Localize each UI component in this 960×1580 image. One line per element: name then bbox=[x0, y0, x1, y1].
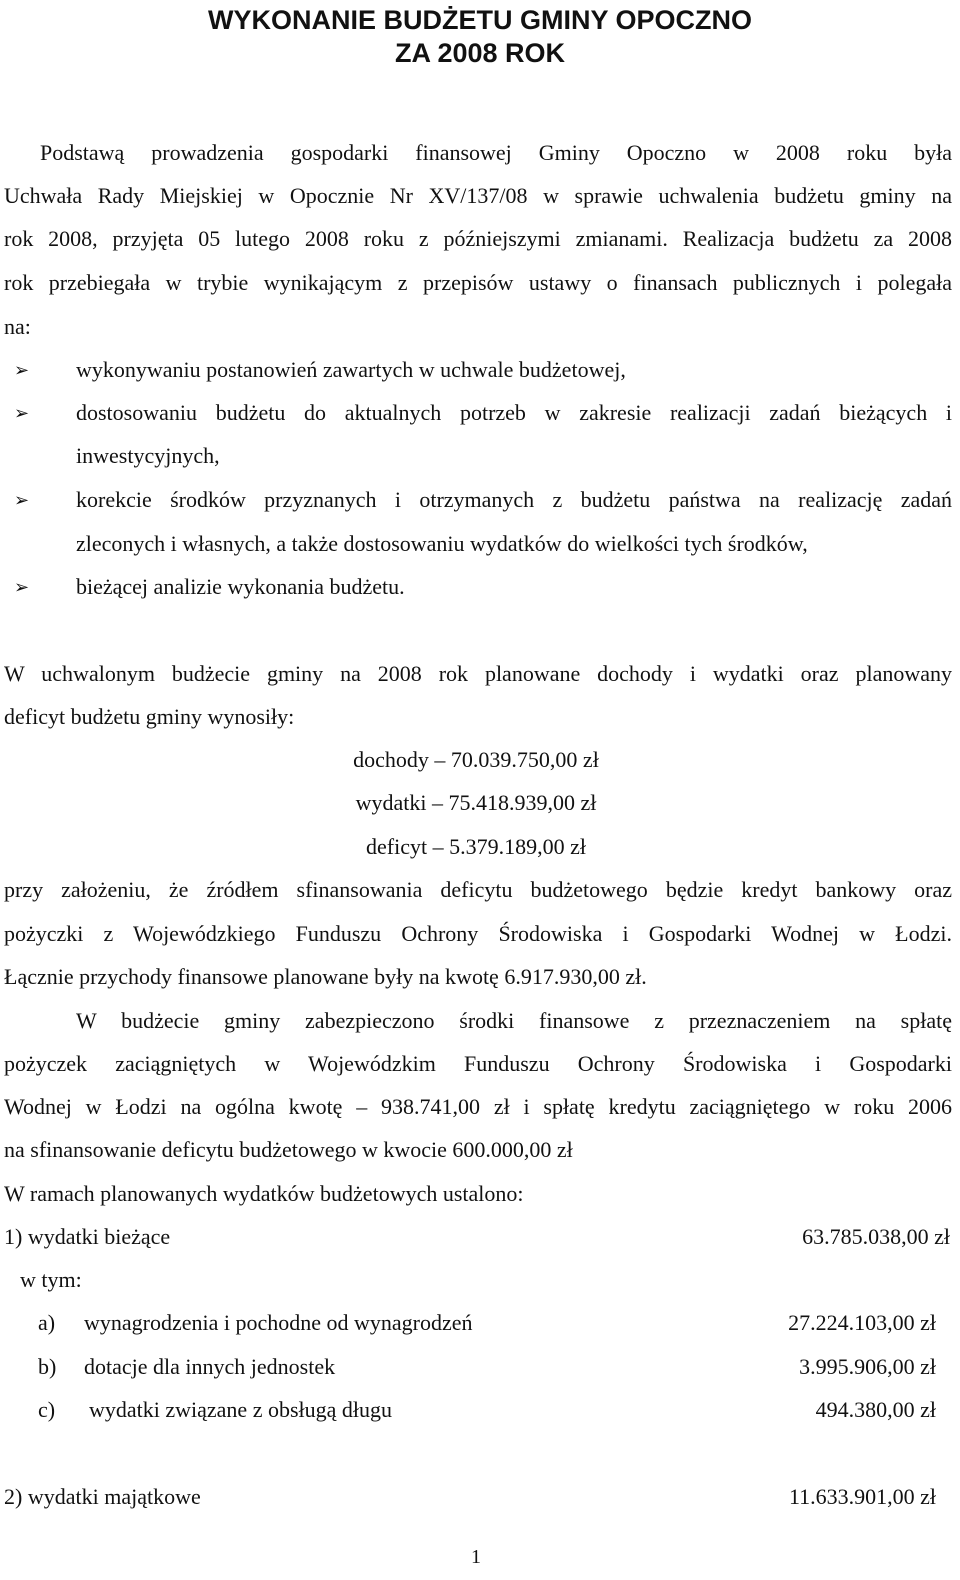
intro-line-3: rok 2008, przyjęta 05 lutego 2008 roku z późniejszymi zmianami. Realizacja budżetu za 2008 bbox=[4, 226, 952, 251]
planned-deficit: deficyt – 5.379.189,00 zł bbox=[366, 834, 586, 859]
planned-expenses: wydatki – 75.418.939,00 zł bbox=[355, 790, 597, 815]
repayment-line-1: W budżecie gminy zabezpieczono środki finansowe z przeznaczeniem na spłatę bbox=[76, 1008, 952, 1033]
bullet-item-3-line-1: korekcie środków przyznanych i otrzymanych z budżetu państwa na realizację zadań bbox=[76, 487, 952, 512]
document-title-line-2: ZA 2008 ROK bbox=[394, 38, 566, 68]
bullet-item-4: bieżącej analizie wykonania budżetu. bbox=[76, 574, 405, 599]
bullet-item-2-line-2: inwestycyjnych, bbox=[76, 443, 220, 468]
bullet-item-1: wykonywaniu postanowień zawartych w uchwale budżetowej, bbox=[76, 357, 626, 382]
repayment-line-3: Wodnej w Łodzi na ogólna kwotę – 938.741,00 zł i spłatę kredytu zaciągniętego w roku 2006 bbox=[4, 1094, 952, 1119]
plan-line-1: W uchwalonym budżecie gminy na 2008 rok planowane dochody i wydatki oraz planowany bbox=[4, 661, 952, 686]
w-tym-label: w tym: bbox=[20, 1267, 82, 1292]
capital-expenses-label: 2) wydatki majątkowe bbox=[4, 1484, 201, 1509]
arrow-bullet-icon: ➢ bbox=[14, 403, 30, 423]
intro-line-1: Podstawą prowadzenia gospodarki finansowej Gminy Opoczno w 2008 roku była bbox=[40, 140, 952, 165]
bullet-item-2-line-1: dostosowaniu budżetu do aktualnych potrzeb w zakresie realizacji zadań bieżących i bbox=[76, 400, 952, 425]
current-expenses-value: 63.785.038,00 zł bbox=[802, 1224, 950, 1249]
item-a-label: wynagrodzenia i pochodne od wynagrodzeń bbox=[84, 1310, 473, 1335]
financing-line-2: pożyczki z Wojewódzkiego Funduszu Ochrony Środowiska i Gospodarki Wodnej w Łodzi. bbox=[4, 921, 952, 946]
arrow-bullet-icon: ➢ bbox=[14, 360, 30, 380]
item-b-marker: b) bbox=[38, 1354, 57, 1379]
arrow-bullet-icon: ➢ bbox=[14, 490, 30, 510]
current-expenses-label: 1) wydatki bieżące bbox=[4, 1224, 171, 1249]
repayment-line-2: pożyczek zaciągniętych w Wojewódzkim Funduszu Ochrony Środowiska i Gospodarki bbox=[4, 1051, 952, 1076]
item-b-value: 3.995.906,00 zł bbox=[799, 1354, 936, 1379]
intro-line-4: rok przebiegała w trybie wynikającym z przepisów ustawy o finansach publicznych i polegała bbox=[4, 270, 952, 295]
item-a-marker: a) bbox=[38, 1310, 56, 1335]
bullet-item-3-line-2: zleconych i własnych, a także dostosowaniu wydatków do wielkości tych środków, bbox=[76, 531, 808, 556]
arrow-bullet-icon: ➢ bbox=[14, 577, 30, 597]
item-c-value: 494.380,00 zł bbox=[815, 1397, 936, 1422]
repayment-line-4: na sfinansowanie deficytu budżetowego w kwocie 600.000,00 zł bbox=[4, 1137, 573, 1162]
page-number: 1 bbox=[471, 1546, 481, 1568]
capital-expenses-value: 11.633.901,00 zł bbox=[788, 1484, 936, 1509]
item-b-label: dotacje dla innych jednostek bbox=[84, 1354, 336, 1379]
item-c-label: wydatki związane z obsługą długu bbox=[89, 1397, 393, 1422]
item-a-value: 27.224.103,00 zł bbox=[788, 1310, 936, 1335]
item-c-marker: c) bbox=[38, 1397, 56, 1422]
plan-line-2: deficyt budżetu gminy wynosiły: bbox=[4, 704, 295, 729]
intro-line-2: Uchwała Rady Miejskiej w Opocznie Nr XV/137/08 w sprawie uchwalenia budżetu gminy na bbox=[4, 183, 952, 208]
financing-line-1: przy założeniu, że źródłem sfinansowania deficytu budżetowego będzie kredyt bankowy oraz bbox=[4, 877, 952, 902]
expenses-header: W ramach planowanych wydatków budżetowych ustalono: bbox=[4, 1181, 524, 1206]
planned-income: dochody – 70.039.750,00 zł bbox=[353, 747, 599, 772]
intro-line-5: na: bbox=[4, 314, 31, 339]
document-title-line-1: WYKONANIE BUDŻETU GMINY OPOCZNO bbox=[207, 5, 752, 35]
financing-line-3: Łącznie przychody finansowe planowane były na kwotę 6.917.930,00 zł. bbox=[4, 964, 647, 989]
